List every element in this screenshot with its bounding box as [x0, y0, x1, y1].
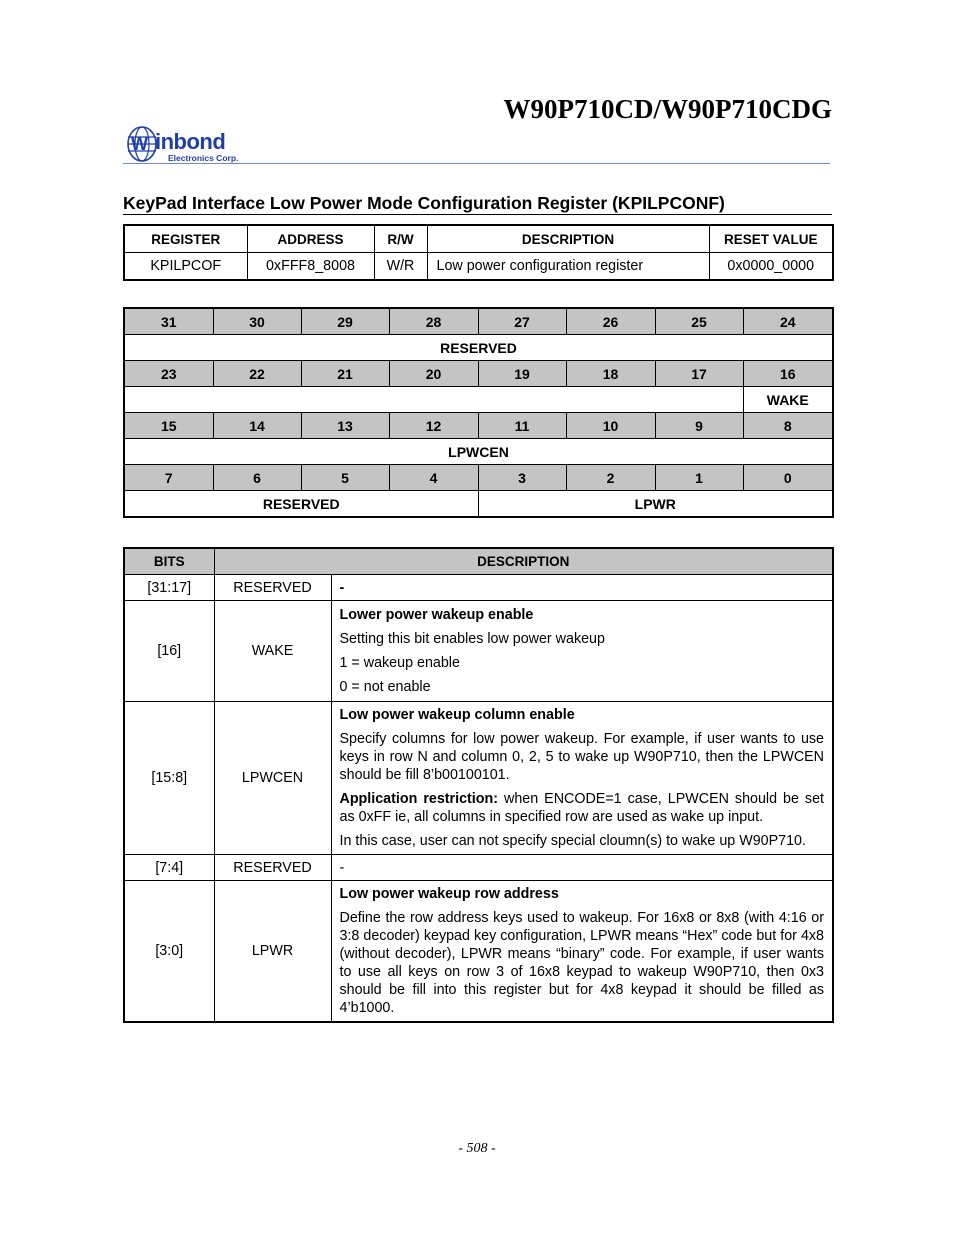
svg-text:W: W	[131, 134, 148, 154]
bits-cell: [16]	[124, 601, 214, 702]
field-name-cell: WAKE	[214, 601, 331, 702]
description-cell	[331, 702, 833, 855]
bit-number: 5	[301, 465, 389, 491]
field-blank	[124, 387, 743, 413]
table-row	[124, 601, 833, 702]
bit-number-row	[124, 308, 833, 335]
bit-number: 24	[743, 308, 833, 335]
description-cell: -	[331, 855, 833, 881]
header-register: REGISTER	[124, 225, 247, 253]
bit-number: 12	[389, 413, 478, 439]
description-cell: -	[331, 575, 833, 601]
bit-number: 10	[566, 413, 655, 439]
document-title: W90P710CD/W90P710CDG	[503, 94, 832, 124]
restriction-text: when ENCODE=1 case, LPWCEN should be set as 0xFF ie, all columns in specified row are used as wake up input.	[339, 791, 825, 825]
description-table-header	[124, 548, 833, 575]
bit-number: 31	[124, 308, 213, 335]
logo-wordmark: inbond	[155, 129, 226, 154]
table-row	[124, 881, 833, 1023]
field-reserved: RESERVED	[124, 491, 478, 518]
description-heading: Low power wakeup row address	[339, 886, 559, 902]
bit-number: 11	[478, 413, 566, 439]
bit-number: 4	[389, 465, 478, 491]
register-reset-value: 0x0000_0000	[709, 253, 833, 281]
field-name-cell: LPWR	[214, 881, 331, 1023]
register-name: KPILPCOF	[124, 253, 247, 281]
bit-number: 1	[655, 465, 743, 491]
bit-number: 6	[213, 465, 301, 491]
section-title: KeyPad Interface Low Power Mode Configuration Register (KPILPCONF)	[123, 193, 725, 213]
description-text: 1 = wakeup enable	[339, 655, 460, 671]
header-address: ADDRESS	[247, 225, 374, 253]
bit-number: 27	[478, 308, 566, 335]
table-row	[124, 575, 833, 601]
bit-number: 16	[743, 361, 833, 387]
table-row	[124, 253, 833, 281]
bit-number: 3	[478, 465, 566, 491]
bit-number: 18	[566, 361, 655, 387]
bit-layout-table	[123, 307, 834, 518]
table-row	[124, 702, 833, 855]
bit-number: 25	[655, 308, 743, 335]
globe-icon	[127, 125, 157, 163]
register-address: 0xFFF8_8008	[247, 253, 374, 281]
bit-field-row	[124, 387, 833, 413]
header-rule	[123, 163, 830, 164]
description-text	[340, 790, 825, 826]
bits-cell: [31:17]	[124, 575, 214, 601]
logo-subtitle: Electronics Corp.	[168, 153, 239, 163]
description-text: Setting this bit enables low power wakeup	[339, 631, 605, 647]
bit-number: 20	[389, 361, 478, 387]
field-name-cell: RESERVED	[214, 855, 331, 881]
bit-description-table	[123, 547, 834, 1023]
bit-number-row	[124, 413, 833, 439]
restriction-label: Application restriction:	[339, 791, 498, 807]
bit-number: 19	[478, 361, 566, 387]
description-text: Specify columns for low power wakeup. For example, if user wants to use keys in row N and column 0, 2, 5 to wake up W90P710, then the LPWCEN should be fill 8’b00100101.	[339, 731, 825, 783]
bit-field-row	[124, 439, 833, 465]
bit-number: 26	[566, 308, 655, 335]
bit-number: 21	[301, 361, 389, 387]
bit-number: 29	[301, 308, 389, 335]
bit-field-row	[124, 335, 833, 361]
page-number: - 508 -	[458, 1141, 496, 1156]
bit-number: 23	[124, 361, 213, 387]
description-text: In this case, user can not specify special cloumn(s) to wake up W90P710.	[339, 833, 806, 849]
bit-number: 15	[124, 413, 213, 439]
table-row	[124, 855, 833, 881]
bit-number: 30	[213, 308, 301, 335]
bit-number: 9	[655, 413, 743, 439]
bit-number-row	[124, 465, 833, 491]
header-description: DESCRIPTION	[214, 548, 833, 575]
description-heading: Low power wakeup column enable	[339, 707, 575, 723]
register-rw: W/R	[374, 253, 427, 281]
register-table	[123, 224, 834, 281]
bit-number: 8	[743, 413, 833, 439]
bit-number: 13	[301, 413, 389, 439]
bit-field-row	[124, 491, 833, 518]
bit-number: 0	[743, 465, 833, 491]
bit-number: 14	[213, 413, 301, 439]
field-name-cell: LPWCEN	[214, 702, 331, 855]
header-bits: BITS	[124, 548, 214, 575]
bit-number: 2	[566, 465, 655, 491]
bit-number: 28	[389, 308, 478, 335]
bit-number: 17	[655, 361, 743, 387]
header-description: DESCRIPTION	[427, 225, 709, 253]
bit-number-row	[124, 361, 833, 387]
bits-cell: [15:8]	[124, 702, 214, 855]
register-description: Low power configuration register	[427, 253, 709, 281]
field-lpwr: LPWR	[478, 491, 833, 518]
bits-cell: [7:4]	[124, 855, 214, 881]
register-table-header	[124, 225, 833, 253]
field-wake: WAKE	[743, 387, 833, 413]
bits-cell: [3:0]	[124, 881, 214, 1023]
description-text: Define the row address keys used to wakeup. For 16x8 or 8x8 (with 4:16 or 3:8 decoder) keypad key configuration, LPWR means “Hex” code but for 4x8 (without decoder), LPWR means “binary” code. For example, if user wants to use all keys on row 3 of 16x8 keypad to wakeup W90P710, then 0x3 should be fill into this register but for 4x8 keypad it should be filled as 4’b1000.	[339, 910, 825, 1016]
description-text: 0 = not enable	[339, 679, 431, 695]
bit-number: 22	[213, 361, 301, 387]
description-cell	[331, 601, 833, 702]
winbond-logo	[127, 125, 257, 165]
field-reserved: RESERVED	[124, 335, 833, 361]
bit-number: 7	[124, 465, 213, 491]
field-name-cell: RESERVED	[214, 575, 331, 601]
description-cell	[331, 881, 833, 1023]
header-rw: R/W	[374, 225, 427, 253]
field-lpwcen: LPWCEN	[124, 439, 833, 465]
description-heading: Lower power wakeup enable	[339, 607, 534, 623]
header-reset-value: RESET VALUE	[709, 225, 833, 253]
section-rule	[123, 214, 832, 215]
